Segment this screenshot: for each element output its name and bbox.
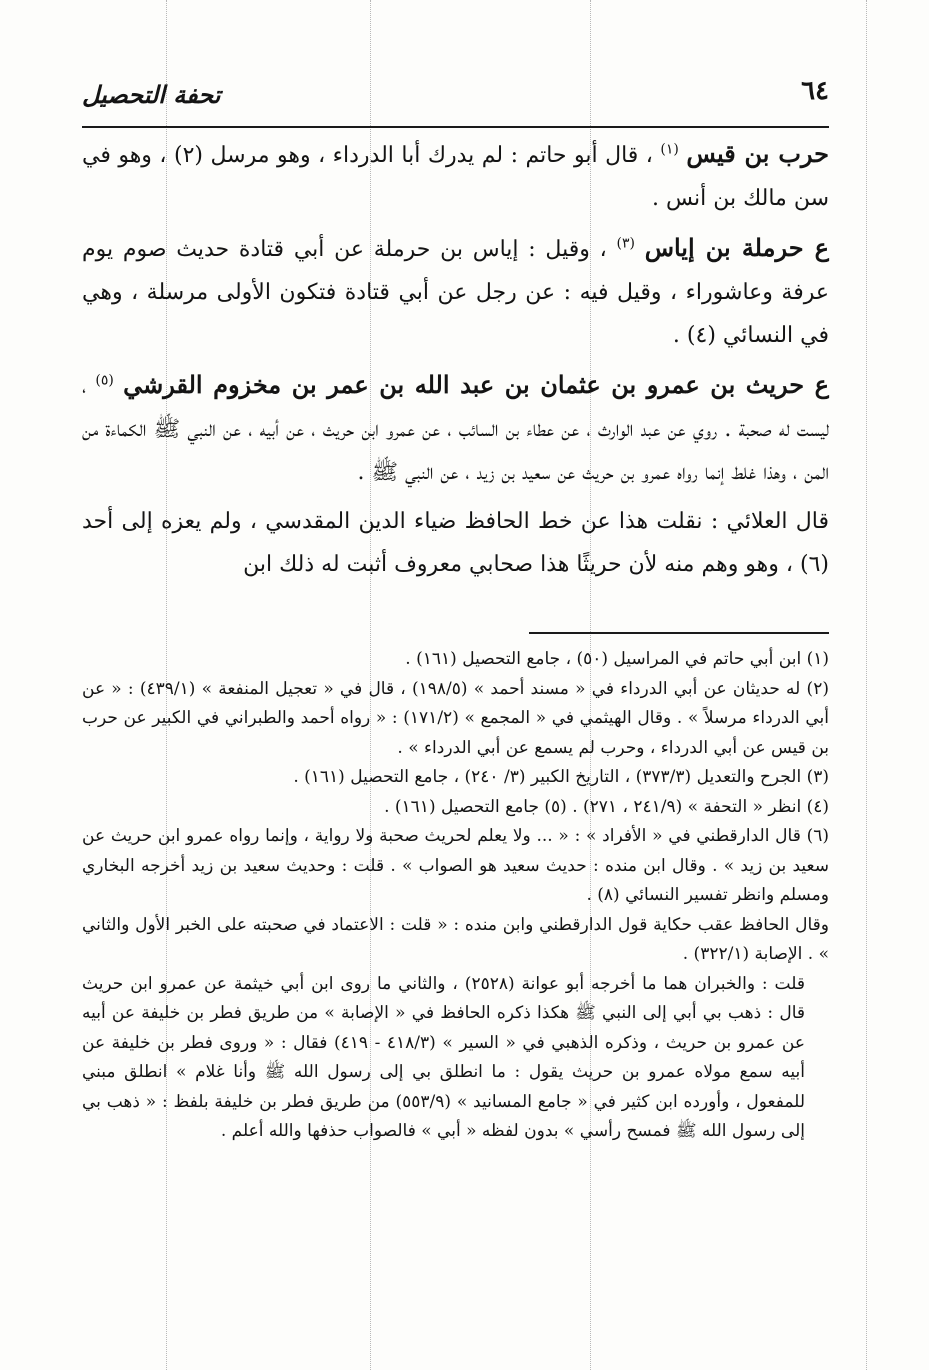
paragraph-harb [82,132,829,220]
entry-heading: ع حريث بن عمرو بن عثمان بن عبد الله بن عمر بن مخزوم القرشي [123,370,830,399]
footnote-item: (١) ابن أبي حاتم في المراسيل (٥٠) ، جامع التحصيل (١٦١) . [405,649,829,669]
paragraph-body: قال العلائي : نقلت هذا عن خط الحافظ ضياء الدين المقدسي ، ولم يعزه إلى أحد (٦) ، وهو وهم منه لأن حريثًا هذا صحابي معروف أثبت له ذلك ابن [82,509,829,577]
footnote-reference: (٣) [616,235,635,252]
main-text [82,132,829,592]
header-rule [82,126,829,128]
footnote-item: وقال الحافظ عقب حكاية قول الدارقطني وابن منده : « قلت : الاعتماد في صحبته على الخبر الأول والثاني » . الإصابة (٣٢٢/١) . [82,914,829,964]
entry-heading: حرب بن قيس [686,139,830,168]
scan-artifact-line [866,0,867,1370]
page-header [82,70,829,126]
footnote-item: (٦) قال الدارقطني في « الأفراد » : « ... ولا يعلم لحريث صحبة ولا رواية ، وإنما رواه عمرو ابن حريث عن سعيد بن زيد » . وقال ابن منده : حديث سعيد هو الصواب » . قلت : وحديث سعيد بن زيد أخرجه البخاري ومسلم وانظر تفسير النسائي (٨) . [82,826,829,905]
footnote-reference: (١) [660,141,679,158]
entry-heading: ع حرملة بن إياس [644,233,829,262]
footnote-rule [529,632,829,634]
footnote-item: قلت : والخبران هما ما أخرجه أبو عوانة (٢٥٢٨) ، والثاني ما روى ابن أبي خيثمة عن عمرو ابن حريث قال : ذهب بي أبي إلى النبي ﷺ هكذا ذكره الحافظ في « الإصابة » من طريق فطر بن خليفة عن أبيه عن عمرو بن حريث ، وذكره الذهبي في « السير » (٤١٨/٣ - ٤١٩) فقال : « وروى فطر بن خليفة عن أبيه سمع مولاه عمرو بن حريث يقول : ما انطلق بي إلى رسول الله ﷺ وأنا غلام » انطلق مبني للمفعول ، وأورده ابن كثير في « جامع المسانيد » (٥٥٣/٩) من طريق فطر بن خليفة بلفظ : « ذهب بي إلى رسول الله ﷺ فمسح رأسي » بدون لفظه « أبي » فالصواب حذفها والله أعلم . [82,973,806,1141]
paragraph-alalai [82,500,829,586]
paragraph-body: ، ليست له صحبة . روي عن عبد الوارث ، عن عطاء بن السائب ، عن عمرو ابن حريث ، عن أبيه ، عن النبي ﷺ الكماءة من المن ، وهذا غلط إنما رواه عمرو بن حريث عن سعيد بن زيد ، عن النبي ﷺ . [82,374,829,485]
footnote-item: (٣) الجرح والتعديل (٣٧٣/٣) ، التاريخ الكبير (٣/ ٢٤٠) ، جامع التحصيل (١٦١) . [293,767,829,787]
paragraph-harmala [82,226,829,357]
running-title: تحفة التحصيل [82,80,221,109]
paragraph-body: ، قال أبو حاتم : لم يدرك أبا الدرداء ، وهو مرسل (٢) ، وهو في سن مالك بن أنس . [82,143,829,211]
footnotes [82,645,829,1147]
footnote-item: (٢) له حديثان عن أبي الدرداء في « مسند أحمد » (١٩٨/٥) ، قال في « تعجيل المنفعة » (٤٣٩/١) : « عن أبي الدرداء مرسلاً » . وقال الهيثمي في « المجمع » (١٧١/٢) : « رواه أحمد والطبراني في الكبير عن حرب بن قيس عن أبي الدرداء ، وحرب لم يسمع عن أبي الدرداء » . [82,678,829,758]
paragraph-hurayth [82,363,829,494]
paragraph-body: ، وقيل : إياس بن حرملة عن أبي قتادة حديث صوم يوم عرفة وعاشوراء ، وقيل فيه : عن رجل عن أبي قتادة فتكون الأولى مرسلة ، وهي في النسائي (٤) . [82,237,829,348]
page-number: ٦٤ [801,76,829,106]
footnote-reference: (٥) [95,372,114,389]
footnote-item: (٤) انظر « التحفة » (٢٤١/٩ ، ٢٧١) . (٥) جامع التحصيل (١٦١) . [384,796,829,817]
